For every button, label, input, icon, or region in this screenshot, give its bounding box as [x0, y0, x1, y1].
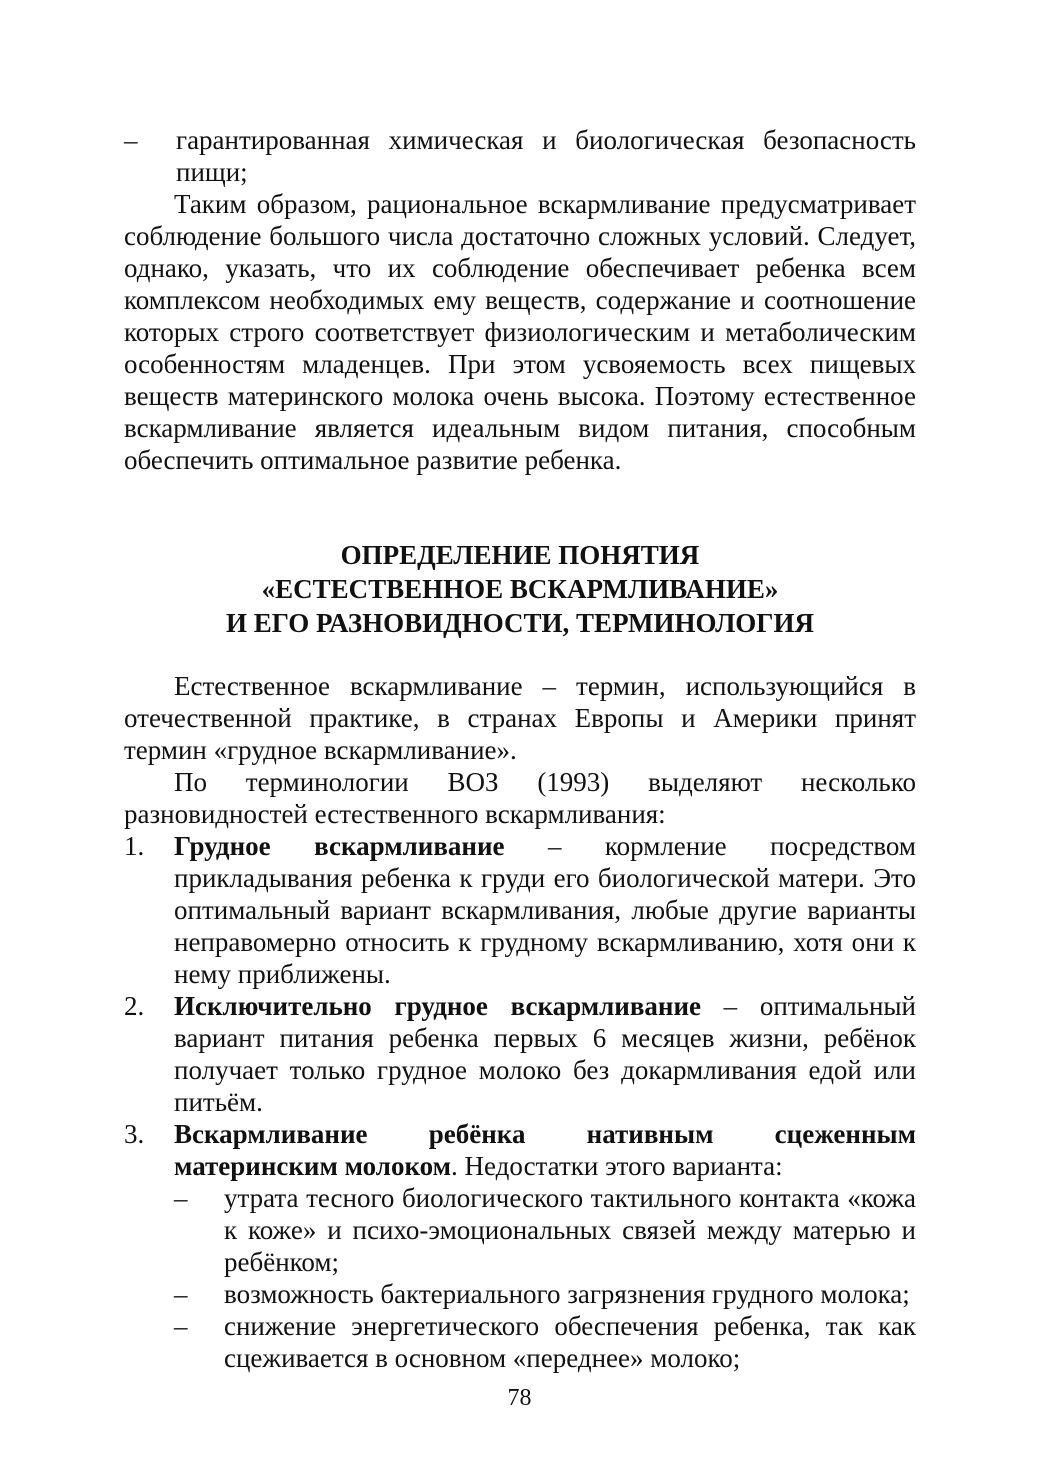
sub-item-text: снижение энергетического обеспечения ребенка, так как сцеживается в основном «переднее» молоко; [224, 1311, 916, 1373]
item-term: Исключительно грудное вскармливание [174, 991, 701, 1021]
list-item-text: гарантированная химическая и биологическая безопасность пищи; [176, 125, 916, 187]
section-heading [124, 538, 916, 640]
item-text: . Недостатки этого варианта: [451, 1151, 783, 1181]
item-body [174, 1118, 916, 1374]
item-term: Грудное вскармливание [174, 831, 505, 861]
numbered-item-3 [124, 1118, 916, 1374]
dash-marker: – [174, 1183, 188, 1213]
dash-marker: – [124, 125, 138, 155]
heading-line-3: И ЕГО РАЗНОВИДНОСТИ, ТЕРМИНОЛОГИЯ [225, 608, 814, 638]
sub-item-text: утрата тесного биологического тактильного контакта «кожа к коже» и психо-эмоциональных связей между матерью и ребёнком; [224, 1183, 916, 1277]
item-text: – оптимальный вариант питания ребенка первых 6 месяцев жизни, ребёнок получает только грудное молоко без докармливания едой или питьём. [174, 991, 916, 1117]
numbered-item-2 [124, 990, 916, 1118]
list-item [124, 124, 916, 188]
sub-list [174, 1182, 916, 1374]
sub-list-item [174, 1310, 916, 1374]
numbered-item-1 [124, 830, 916, 990]
item-number: 3. [124, 1119, 145, 1149]
item-number: 2. [124, 991, 145, 1021]
sub-item-text: возможность бактериального загрязнения грудного молока; [224, 1279, 910, 1309]
heading-line-1: ОПРЕДЕЛЕНИЕ ПОНЯТИЯ [340, 540, 700, 570]
item-body [174, 990, 916, 1118]
dash-marker: – [174, 1311, 188, 1341]
item-body [174, 830, 916, 990]
intro-paragraph: Таким образом, рациональное вскармливание предусматривает соблюдение большого числа достаточно сложных условий. Следует, однако, указать, что их соблюдение обеспечивает ребенка всем комплексом необходимых ему веществ, содержание и соотношение которых строго соответствует физиологическим и метаболическим особенностям младенцев. При этом усвояемость всех пищевых веществ материнского молока очень высока. Поэтому естественное вскармливание является идеальным видом питания, способным обеспечить оптимальное развитие ребенка. [124, 189, 916, 475]
page-content [124, 124, 916, 1374]
paragraph-terms: Естественное вскармливание – термин, использующийся в отечественной практике, в странах Европы и Америки принят термин «грудное вскармливание». [124, 671, 916, 765]
dash-marker: – [174, 1279, 188, 1309]
item-number: 1. [124, 831, 145, 861]
page-number: 78 [507, 1385, 532, 1411]
sub-list-item [174, 1278, 916, 1310]
paragraph-who: По терминологии ВОЗ (1993) выделяют несколько разновидностей естественного вскармливания: [124, 767, 916, 829]
item-term: Вскармливание ребёнка нативным сцеженным материнским молоком [174, 1119, 916, 1181]
heading-line-2: «ЕСТЕСТВЕННОЕ ВСКАРМЛИВАНИЕ» [261, 574, 779, 604]
item-text: – кормление посредством прикладывания ребенка к груди его биологической матери. Это оптимальный вариант вскармливания, любые другие варианты неправомерно относить к грудному вскармливанию, хотя они к нему приближены. [174, 831, 917, 989]
sub-list-item [174, 1182, 916, 1278]
